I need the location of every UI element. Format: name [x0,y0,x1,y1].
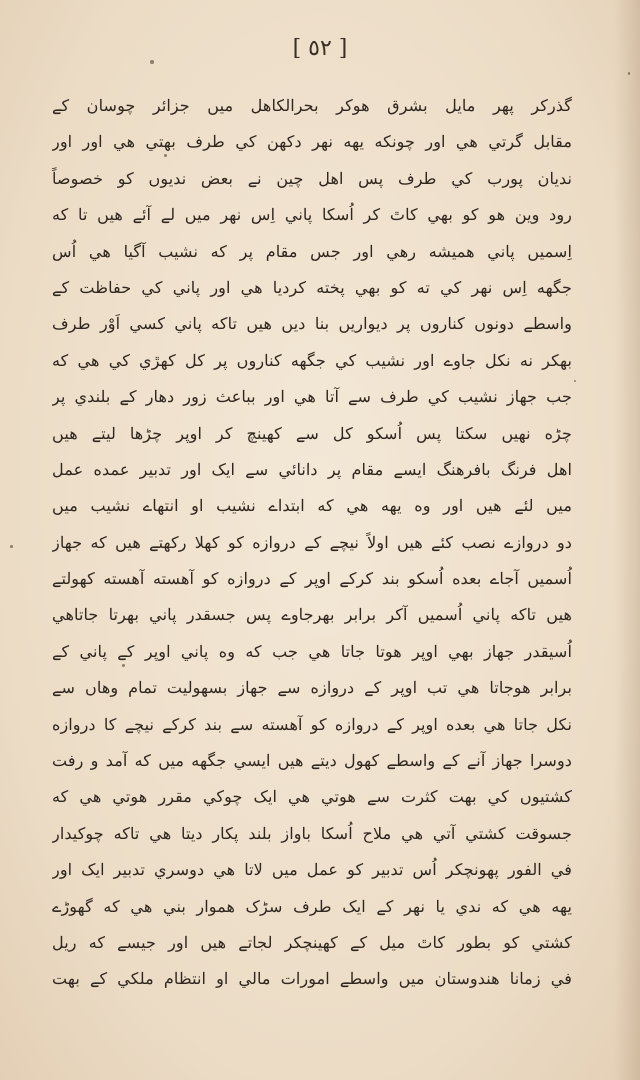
text-line: اُسميں آجاے بعده اُسکو بند کرکے اوپر کے دروازه کو آهسته آهسته کهولتے [52,569,572,589]
text-line: واسطے دونوں کناروں پر ديواريں بنا ديں هيں تاکه پاني کسي اَوْر طرف [52,314,572,334]
page-edge-shadow [614,0,640,1080]
text-line: جسوقت کشتي آتي هي ملاح اُسکا باواز بلند پکار ديتا هي تاکه چوکيدار [52,823,572,843]
paper-speck [574,380,576,382]
text-line: اُسيقدر جهاز بهي اوپر هوتا جاتا هي جب که وه پاني اوپر کے پاني کے [52,641,572,661]
paper-speck [164,154,167,157]
text-line: رود وين هو کو بهي کاٿ کر اُسکا پاني اِس نهر ميں لے آئے هيں تا که [52,205,572,225]
text-line: گذرکر پهر مايل بشرق هوکر بحرالکاهل ميں جزائر چوسان کے [52,96,572,115]
text-line: جب جهاز نشيب کي طرف سے آتا هي اور بباعث زور دهار کے بلندي پر [52,387,572,407]
text-line: نديان پورب کي طرف پس اهل چين نے بعض نديوں کو خصوصاً [52,168,572,188]
page-body-text [52,88,572,998]
text-line: کشتي کو بطور کاٿ ميل کے کهينچکر لجاتے هيں اور جيسے که ريل [52,932,572,952]
text-line: جگهه اِس نهر کي ته کو بهي پخته کرديا هي اور پاني کي حفاظت کے [52,277,572,297]
text-line: بهکر نه نکل جاوے اور نشيب کي جگهه کناروں پر کل کهڙي کي هي که [52,350,572,370]
text-line: کشتيوں کي بهت کثرت سے هوتي هي ايک چوکي مقرر هوتي هي که [52,787,572,807]
text-line: ميں لئے هيں اور وه يهه هي که ابتداے نشيب او انتهاے نشيب ميں [52,496,572,516]
text-line: مقابل گرتي هي اور چونکه يهه نهر دکهن کي طرف بهتي هي اور اور [52,132,572,152]
text-line: في زمانا هندوستان ميں واسطے امورات مالي او انتظام ملکي کے بهت [52,969,572,989]
paper-speck [628,72,630,75]
text-line: برابر هوجاتا هي تب اوپر کے دروازه سے جهاز بسهوليت تمام وهاں سے [52,678,572,698]
paper-speck [122,664,125,667]
text-line: اِسميں پاني هميشه رهي اور جس مقام پر که نشيب آگيا هي اُس [52,241,572,261]
text-line: يهه هي که ندي يا نهر کے ايک طرف سڑک هموار بني هي که گهوڑے [52,896,572,916]
paper-speck [10,545,13,548]
text-line: اهل فرنگ بافرهنگ ايسے مقام پر دانائي سے ايک اور تدبير عمده عمل [52,459,572,479]
text-line: چڑه نهيں سکتا پس اُسکو کل سے کهينچ کر اوپر چڑها ليتے هيں [52,423,572,443]
text-line: دو دروازے نصب کئے هيں اولاً نيچے کے دروازه کو کهلا رکهتے هيں که جهاز [52,532,572,552]
paper-speck [150,60,154,64]
text-line: في الفور پهونچکر اُس تدبير کو عمل ميں لاتا هي دوسري تدبير ايک اور [52,860,572,880]
text-line: نکل جاتا هي بعده اوپر کے دروازه کو آهسته سے بند کرکے نيچے کا دروازه [52,714,572,734]
page-number: [ ٥٢ ] [292,36,348,61]
text-line: دوسرا جهاز آنے کے واسطے کهول ديتے هيں ايسي جگهه ميں که آمد و رفت [52,751,572,771]
text-line: هيں تاکه پاني اُسميں آکر برابر بهرجاوے پس جسقدر پاني بهرتا جاتاهي [52,605,572,625]
